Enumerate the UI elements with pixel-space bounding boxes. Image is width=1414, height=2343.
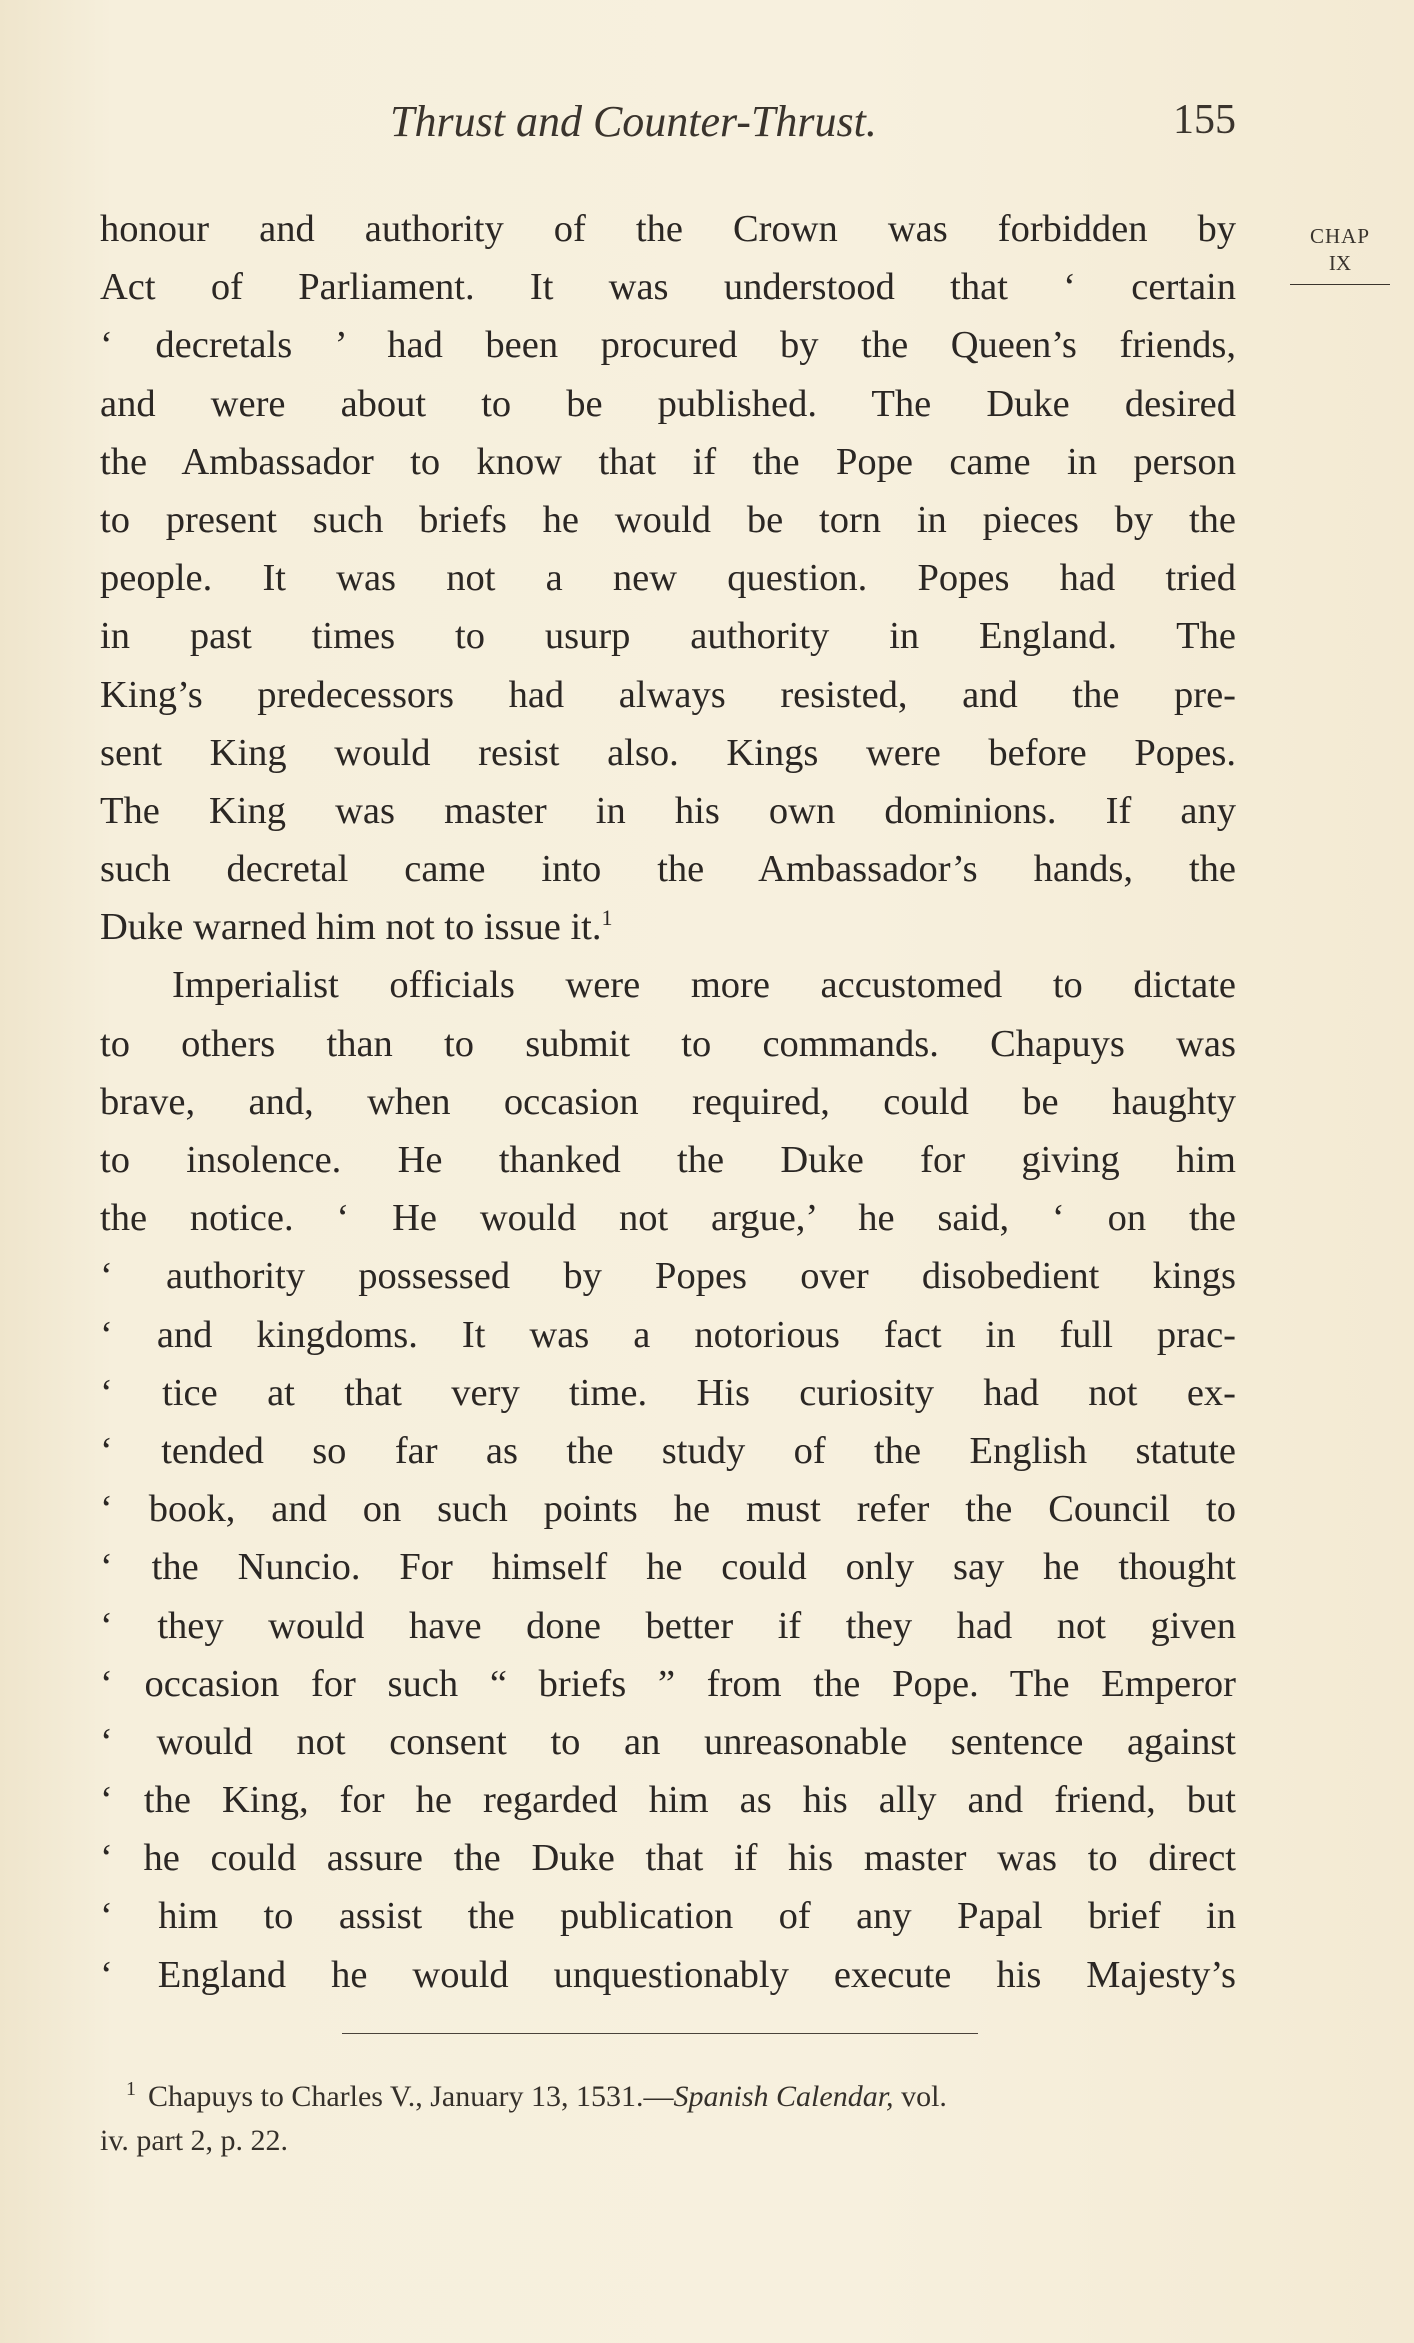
text-line: ‘ occasion for such “ briefs ” from the Pope. The Emperor xyxy=(100,1662,1236,1705)
page-number: 155 xyxy=(1173,97,1236,143)
footnote-text-tail: vol. xyxy=(893,2080,947,2113)
text-line: and were about to be published. The Duke desired xyxy=(100,382,1236,425)
text-line: in past times to usurp authority in England. The xyxy=(100,615,1236,658)
text-line: brave, and, when occasion required, could be haughty xyxy=(100,1080,1236,1123)
text-line: The King was master in his own dominions. If any xyxy=(100,789,1236,832)
footnote-line: iv. part 2, p. 22. xyxy=(100,2124,289,2157)
text-line-content: Duke warned him not to issue it. xyxy=(100,906,602,949)
text-line: sent King would resist also. Kings were before Popes. xyxy=(100,731,1236,774)
text-line: Act of Parliament. It was understood that ‘ certain xyxy=(100,266,1236,309)
text-line: ‘ him to assist the publication of any Papal brief in xyxy=(100,1895,1236,1938)
text-line: the notice. ‘ He would not argue,’ he said, ‘ on the xyxy=(100,1197,1236,1240)
footnote-text: Chapuys to Charles V., January 13, 1531.— xyxy=(148,2080,674,2113)
chapter-label: CHAP xyxy=(1309,224,1371,248)
paragraph-first-line: Imperialist officials were more accustomed to dictate xyxy=(172,964,1236,1007)
footnote-reference[interactable]: 1 xyxy=(601,905,613,931)
running-head xyxy=(100,96,1236,156)
text-line: ‘ and kingdoms. It was a notorious fact in full prac- xyxy=(100,1313,1236,1356)
footnote-line xyxy=(126,2075,1236,2119)
running-title: Thrust and Counter-Thrust. xyxy=(390,97,877,146)
text-line: ‘ the King, for he regarded him as his ally and friend, but xyxy=(100,1779,1236,1822)
text-line: to present such briefs he would be torn in pieces by the xyxy=(100,498,1236,541)
text-line: King’s predecessors had always resisted, and the pre- xyxy=(100,673,1236,716)
text-line: ‘ tice at that very time. His curiosity had not ex- xyxy=(100,1371,1236,1414)
text-line-with-footnote xyxy=(100,898,1236,956)
text-line: ‘ they would have done better if they had not given xyxy=(100,1604,1236,1647)
text-line: to insolence. He thanked the Duke for giving him xyxy=(100,1139,1236,1181)
footnote-marker: 1 xyxy=(126,2078,136,2100)
footnote-divider xyxy=(342,2033,978,2034)
text-line: people. It was not a new question. Popes had tried xyxy=(100,557,1236,600)
text-line: such decretal came into the Ambassador’s hands, the xyxy=(100,848,1236,891)
text-line: ‘ tended so far as the study of the English statute xyxy=(100,1429,1236,1472)
text-line: honour and authority of the Crown was forbidden by xyxy=(100,208,1236,250)
text-line: ‘ book, and on such points he must refer the Council to xyxy=(100,1488,1236,1531)
chapter-sidenote xyxy=(1290,222,1390,285)
text-line: ‘ would not consent to an unreasonable sentence against xyxy=(100,1720,1236,1763)
text-line: ‘ authority possessed by Popes over disobedient kings xyxy=(100,1255,1236,1298)
body-text xyxy=(100,200,1236,2004)
text-line: ‘ decretals ’ had been procured by the Queen’s friends, xyxy=(100,324,1236,367)
text-line: the Ambassador to know that if the Pope came in person xyxy=(100,440,1236,483)
text-line: ‘ the Nuncio. For himself he could only say he thought xyxy=(100,1546,1236,1589)
chapter-number: IX xyxy=(1290,250,1390,285)
footnote-source-title: Spanish Calendar, xyxy=(673,2080,894,2113)
text-line: ‘ he could assure the Duke that if his master was to direct xyxy=(100,1837,1236,1880)
text-line: to others than to submit to commands. Chapuys was xyxy=(100,1022,1236,1065)
text-line: ‘ England he would unquestionably execute his Majesty’s xyxy=(100,1953,1236,1996)
footnote xyxy=(100,2075,1236,2163)
